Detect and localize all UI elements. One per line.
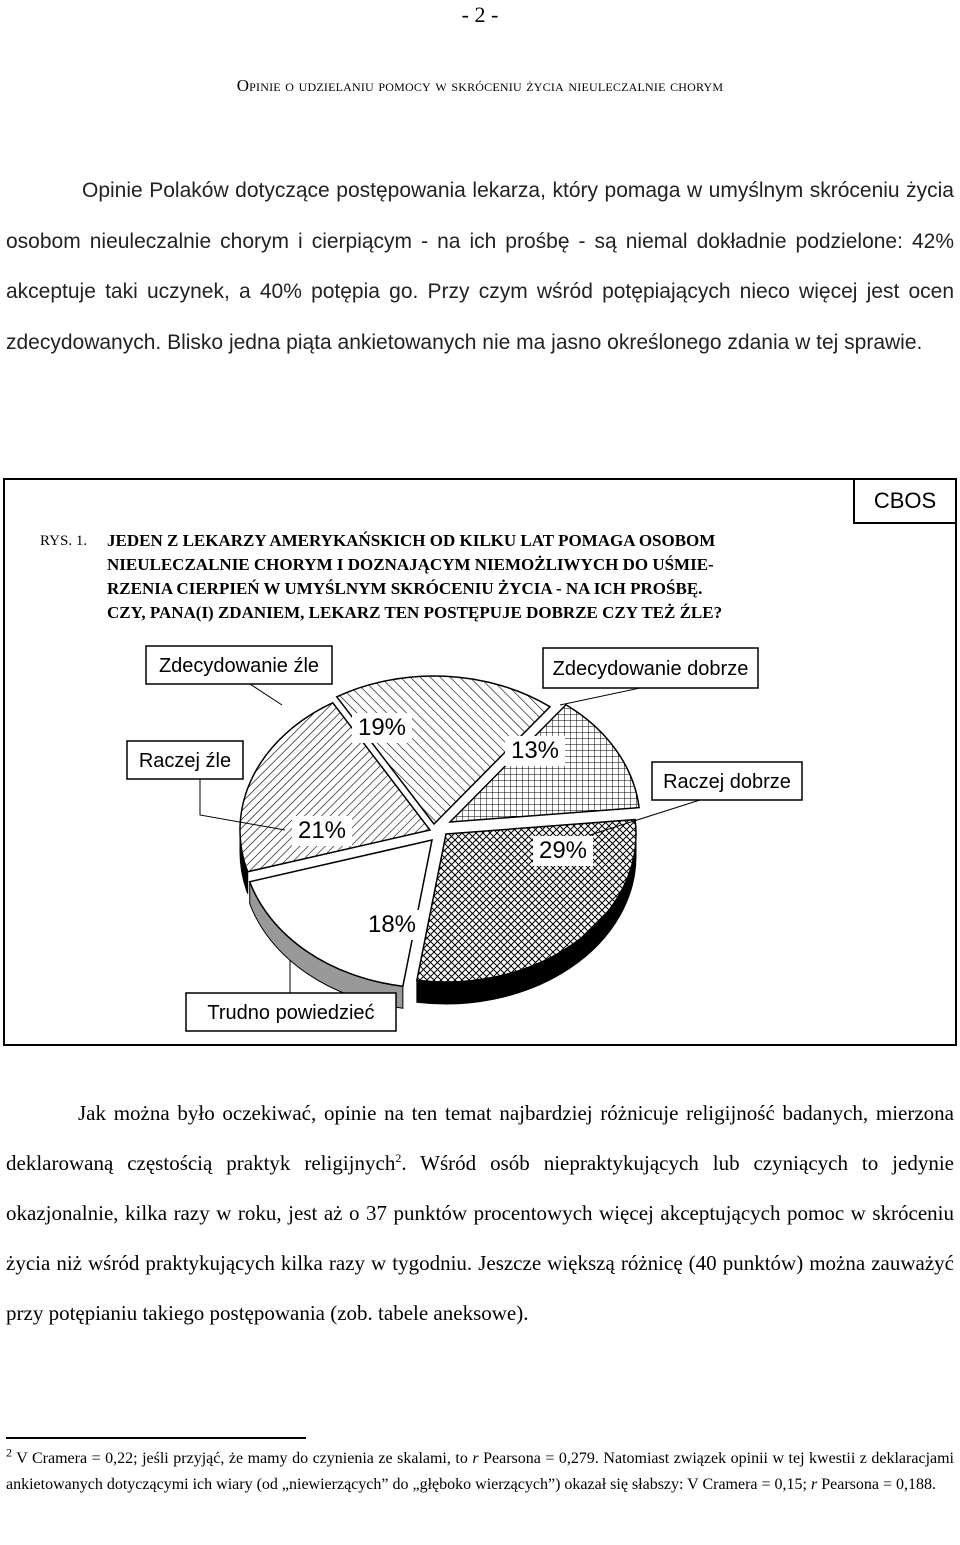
category-label: Zdecydowanie dobrze [552, 658, 749, 680]
footnote-ref: 2 [395, 1151, 402, 1165]
footnote-marker: 2 [6, 1445, 12, 1460]
body-paragraph [6, 1088, 954, 1338]
pie-value-label: 21% [297, 817, 347, 844]
leader-line [250, 684, 282, 705]
pie-value-label: 13% [510, 737, 560, 764]
footnote-text-b: Pearsona = 0,279. Natomiast związek opinii w tej kwestii z deklaracjami ankietowanych dotyczącymi ich wiary (od „niewierzących” do „głęboko wierzących”) okazał się słabszy: V Cramera = 0,15; [6, 1450, 955, 1493]
footnote-text-c: Pearsona = 0,188. [817, 1476, 937, 1493]
question-line: JEDEN Z LEKARZY AMERYKAŃSKICH OD KILKU LAT POMAGA OSOBOM [107, 531, 716, 550]
pie-slice [417, 820, 636, 982]
body-text [6, 1088, 954, 1338]
pie-value-label: 19% [357, 714, 407, 741]
intro-text: Opinie Polaków dotyczące postępowania lekarza, który pomaga w umyślnym skróceniu życia osobom nieuleczalnie chorym i cierpiącym - na ich prośbę - są niemal dokładnie podzielone: 42% akceptuje taki uczynek, a 40% potępia go. Przy czym wśród potępiających nieco więcej jest ocen zdecydowanych. Blisko jedna piąta ankietowanych nie ma jasno określonego zdania w tej sprawie. [6, 179, 954, 354]
page-number: - 2 - [461, 2, 499, 27]
source-badge: CBOS [853, 478, 957, 524]
category-label: Trudno powiedzieć [207, 1002, 375, 1024]
pie-value-label: 29% [538, 837, 588, 864]
section-title: Opinie o udzielaniu pomocy w skróceniu życia nieuleczalnie chorym [236, 76, 724, 95]
figure-label: RYS. 1. [40, 533, 88, 549]
footnote [6, 1446, 954, 1498]
footnote-r: r [472, 1450, 479, 1467]
leader-line [560, 688, 640, 705]
body-text-a: Jak można było oczekiwać, opinie na ten temat najbardziej różnicuje religijność badanych, mierzona deklarowaną częstością praktyk religijnych [6, 1101, 954, 1175]
question-line: NIEULECZALNIE CHORYM I DOZNAJĄCYM NIEMOŻLIWYCH DO UŚMIE- [107, 555, 714, 574]
body-text-b: . Wśród osób niepraktykujących lub czyniących to jedynie okazjonalnie, kilka razy w roku, jest aż o 37 punktów procentowych więcej akceptujących pomoc w skróceniu życia niż wśród praktykujących kilka razy w tygodniu. Jeszcze większą różnicę (40 punktów) można zauważyć przy potępianiu takiego postępowania (zob. tabele aneksowe). [6, 1151, 954, 1325]
category-label: Zdecydowanie źle [158, 655, 320, 677]
footnote-text-a: V Cramera = 0,22; jeśli przyjąć, że mamy do czynienia ze skalami, to [12, 1450, 473, 1467]
footnote-separator [6, 1437, 306, 1439]
pie-value-label: 18% [367, 911, 417, 938]
question-line: CZY, PANA(I) ZDANIEM, LEKARZ TEN POSTĘPUJE DOBRZE CZY TEŻ ŹLE? [107, 603, 723, 622]
category-label: Raczej źle [138, 750, 232, 772]
footnote-r: r [811, 1476, 818, 1493]
question-line: RZENIA CIERPIEŃ W UMYŚLNYM SKRÓCENIU ŻYCIA - NA ICH PROŚBĘ. [107, 579, 703, 598]
category-label: Raczej dobrze [663, 771, 791, 793]
